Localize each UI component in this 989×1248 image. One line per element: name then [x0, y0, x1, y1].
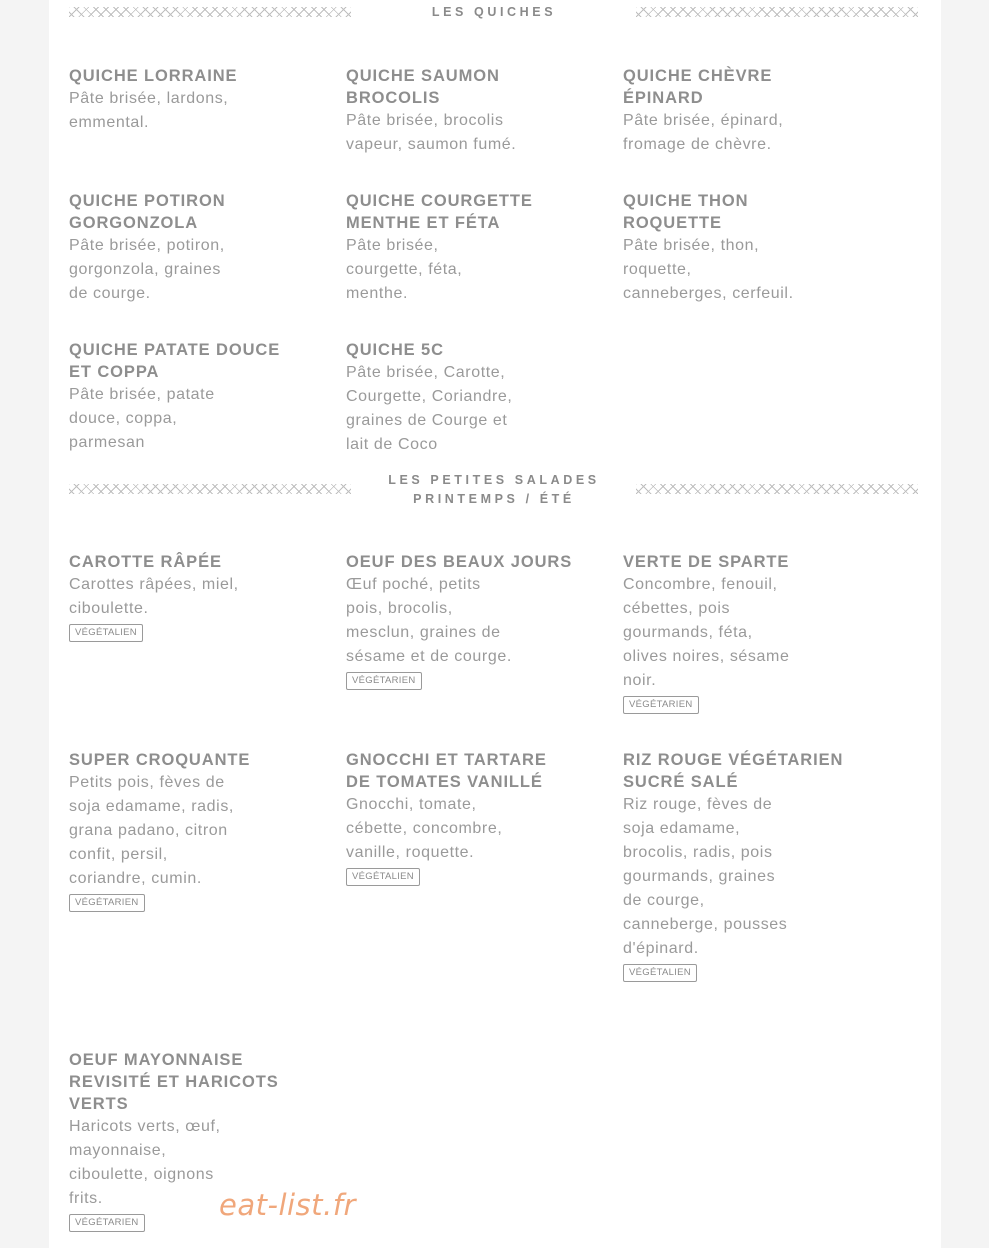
item-name: QUICHE THON ROQUETTE [623, 192, 749, 232]
menu-item-quiche-5c [346, 339, 596, 457]
item-name: OEUF MAYONNAISE REVISITÉ ET HARICOTS VERTS [69, 1051, 279, 1113]
item-name: QUICHE POTIRON GORGONZOLA [69, 192, 226, 232]
item-description: Riz rouge, fèves de soja edamame, brocolis, radis, pois gourmands, graines de courge, canneberge, pousses d'épinard. [623, 796, 788, 957]
menu-item-quiche-patate-douce-coppa [69, 339, 319, 455]
diet-badge: VÉGÉTARIEN [623, 696, 699, 714]
item-description: Œuf poché, petits pois, brocolis, mesclun, graines de sésame et de courge. [346, 576, 512, 665]
menu-item-quiche-lorraine [69, 65, 319, 135]
item-description: Pâte brisée, épinard, fromage de chèvre. [623, 112, 784, 153]
item-description: Petits pois, fèves de soja edamame, radis, grana padano, citron confit, persil, coriandre, cumin. [69, 774, 234, 887]
item-name: QUICHE LORRAINE [69, 67, 238, 85]
menu-item-carotte-rapee [69, 551, 319, 642]
menu-item-quiche-thon-roquette [623, 190, 873, 306]
diet-badge: VÉGÉTALIEN [346, 868, 420, 886]
item-description: Concombre, fenouil, cébettes, pois gourmands, féta, olives noires, sésame noir. [623, 576, 790, 689]
item-name: RIZ ROUGE VÉGÉTARIEN SUCRÉ SALÉ [623, 751, 844, 791]
menu-item-verte-de-sparte [623, 551, 873, 714]
menu-item-oeuf-des-beaux-jours [346, 551, 596, 690]
diet-badge: VÉGÉTALIEN [69, 624, 143, 642]
item-description: Pâte brisée, brocolis vapeur, saumon fumé. [346, 112, 517, 153]
menu-item-riz-rouge-vegetarien [623, 749, 883, 982]
section-title-line-2: PRINTEMPS / ÉTÉ [413, 492, 575, 506]
ornament-divider-left [69, 7, 351, 17]
item-name: GNOCCHI ET TARTARE DE TOMATES VANILLÉ [346, 751, 547, 791]
item-description: Pâte brisée, Carotte, Courgette, Coriandre, graines de Courge et lait de Coco [346, 364, 513, 453]
section-title-quiches: LES QUICHES [431, 5, 557, 19]
item-name: OEUF DES BEAUX JOURS [346, 553, 573, 571]
item-name: QUICHE COURGETTE MENTHE ET FÉTA [346, 192, 533, 232]
ornament-divider-left [69, 484, 351, 494]
item-description: Pâte brisée, potiron, gorgonzola, graines de courge. [69, 237, 225, 302]
item-description: Pâte brisée, lardons, emmental. [69, 90, 229, 131]
section-title-line-1: LES PETITES SALADES [388, 473, 600, 487]
diet-badge: VÉGÉTALIEN [623, 964, 697, 982]
item-description: Pâte brisée, thon, roquette, canneberges, cerfeuil. [623, 237, 794, 302]
menu-item-quiche-potiron-gorgonzola [69, 190, 319, 306]
item-name: QUICHE SAUMON BROCOLIS [346, 67, 500, 107]
menu-item-quiche-chevre-epinard [623, 65, 873, 157]
diet-badge: VÉGÉTARIEN [69, 894, 145, 912]
item-description: Haricots verts, œuf, mayonnaise, ciboulette, oignons frits. [69, 1118, 221, 1207]
ornament-divider-right [636, 7, 918, 17]
item-name: VERTE DE SPARTE [623, 553, 790, 571]
menu-item-quiche-saumon-brocolis [346, 65, 596, 157]
item-name: QUICHE PATATE DOUCE ET COPPA [69, 341, 281, 381]
section-title-salades [370, 471, 618, 509]
item-description: Pâte brisée, courgette, féta, menthe. [346, 237, 463, 302]
menu-item-super-croquante [69, 749, 319, 912]
item-name: QUICHE CHÈVRE ÉPINARD [623, 67, 773, 107]
watermark: eat-list.fr [219, 1188, 356, 1222]
item-description: Gnocchi, tomate, cébette, concombre, vanille, roquette. [346, 796, 503, 861]
item-description: Carottes râpées, miel, ciboulette. [69, 576, 239, 617]
item-name: QUICHE 5C [346, 341, 444, 359]
item-name: CAROTTE RÂPÉE [69, 553, 222, 571]
diet-badge: VÉGÉTARIEN [69, 1214, 145, 1232]
item-description: Pâte brisée, patate douce, coppa, parmesan [69, 386, 215, 451]
menu-item-gnocchi-tartare-tomates [346, 749, 596, 886]
diet-badge: VÉGÉTARIEN [346, 672, 422, 690]
item-name: SUPER CROQUANTE [69, 751, 251, 769]
ornament-divider-right [636, 484, 918, 494]
menu-item-quiche-courgette-menthe-feta [346, 190, 596, 306]
